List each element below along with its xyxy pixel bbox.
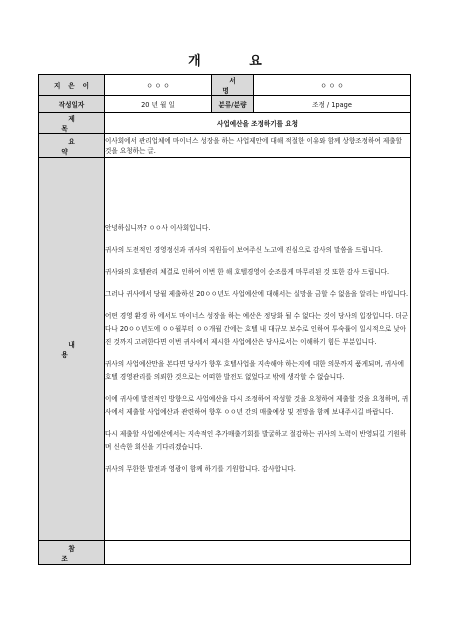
reference-value — [105, 541, 411, 565]
content-paragraph: 어떤 경영 환경 하 에서도 마이너스 성장을 하는 예산은 정당화 될 수 없다는 것이 당사의 입장입니다. 더군다나 20ㅇㅇ년도에 ㅇㅇ월부터 ㅇㅇ개월 간에는 호텔 내 대규모 보수로 인하여 투숙률이 일시적으로 낮아진 것까지 고려한다면 이번 귀사에서 제시한 사업예산은 당사로서는 이해하기 힘든 부분입니다. — [105, 312, 409, 346]
subject-value: 사업예산을 조정하기를 요청 — [105, 113, 411, 134]
signature-label: 서 명 — [212, 75, 254, 96]
content-paragraph: 다시 제출할 사업예산에서는 지속적인 추가매출기회를 발굴하고 절감하는 귀사의 노력이 반영되길 기원하며 신속한 회신을 기다리겠습니다. — [105, 430, 407, 451]
summary-value: 이사회에서 관리업체에 마이너스 성장을 하는 사업제안에 대해 적절한 이유와 함께 상향조정하여 제출할 것을 요청하는 글. — [105, 134, 411, 158]
content-paragraph: 그러나 귀사에서 당월 제출하신 20ㅇㅇ년도 사업예산에 대해서는 실망을 금할 수 없음을 알리는 바입니다. — [105, 290, 409, 298]
author-value: ㅇ ㅇ ㅇ — [105, 75, 212, 96]
signature-value: ㅇ ㅇ ㅇ — [254, 75, 411, 96]
author-label: 지은이 — [39, 75, 105, 96]
content-label: 내 용 — [39, 158, 105, 541]
content-paragraph: 귀사와의 호텔관리 체결로 인하여 이번 한 해 호텔경영이 순조롭게 마무리된 것 또한 감사 드립니다. — [105, 268, 390, 276]
document-title: 개 요 — [188, 54, 284, 69]
category-label: 분류/분량 — [212, 96, 254, 113]
subject-label: 제 목 — [39, 113, 105, 134]
content-paragraph: 귀사의 무한한 발전과 영광이 함께 하기를 기원합니다. 감사합니다. — [105, 465, 296, 473]
content-body — [105, 158, 411, 541]
reference-label: 참 조 — [39, 541, 105, 565]
summary-label: 요 약 — [39, 134, 105, 158]
date-label: 작성일자 — [39, 96, 105, 113]
content-paragraph: 안녕하십니까? ㅇㅇ사 이사회입니다. — [105, 224, 211, 232]
overview-table — [38, 74, 411, 565]
date-value: 20 년 월 일 — [105, 96, 212, 113]
content-paragraph: 귀사의 도전적인 경영정신과 귀사의 직원들이 보여주신 노고에 진심으로 감사의 말씀을 드립니다. — [105, 246, 383, 254]
content-paragraph: 귀사의 사업예산만을 본다면 당사가 향후 호텔사업을 지속해야 하는지에 대한 의문까지 품게되며, 귀사에 호텔 경영관리를 의뢰한 것으로는 어떠한 발전도 없었다고 밖에 생각할 수 없습니다. — [105, 360, 405, 381]
content-paragraph: 이에 귀사에 발전적인 방향으로 사업예산을 다시 조정하여 작성할 것을 요청하여 제출할 것을 요청하며, 귀사에서 제출할 사업예산과 관련하여 향후 ㅇㅇ년 간의 매출예상 및 전망을 함께 보내주시길 바랍니다. — [105, 395, 409, 416]
category-value: 조정 / 1page — [254, 96, 411, 113]
